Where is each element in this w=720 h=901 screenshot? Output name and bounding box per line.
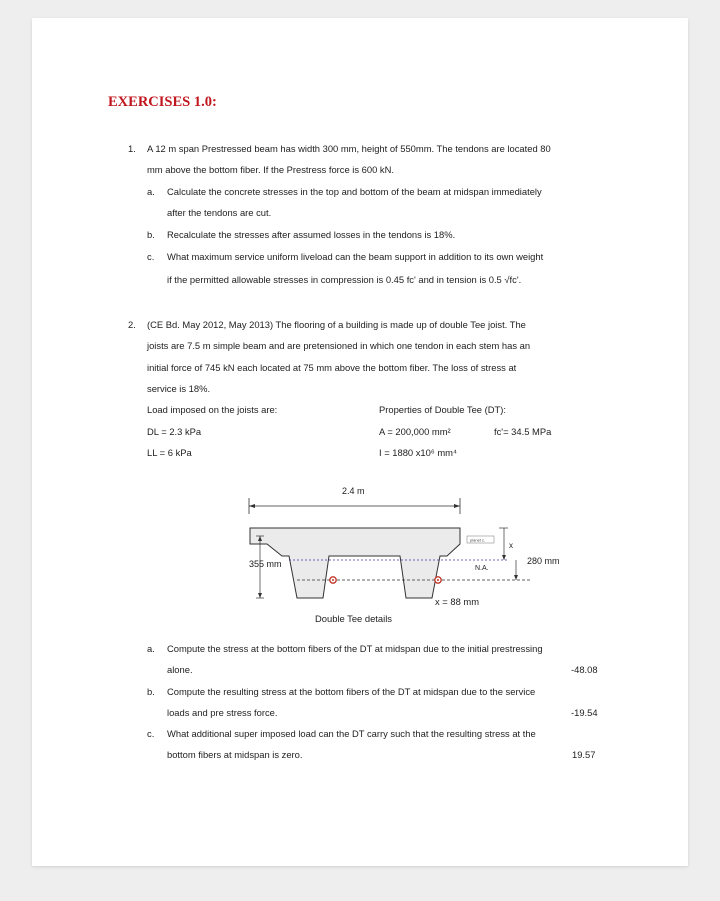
problem-1-number: 1. [128,143,136,154]
problem-1b-line-1: Recalculate the stresses after assumed losses in the tendons is 18%. [167,229,456,240]
dead-load: DL = 2.3 kPa [147,426,202,437]
loads-heading: Load imposed on the joists are: [147,404,278,415]
problem-1a-line-2: after the tendons are cut. [167,207,272,218]
problem-2b-marker: b. [147,686,155,697]
problem-2a-answer: -48.08 [571,664,598,675]
problem-1c-line-1: What maximum service uniform liveload can the beam support in addition to its own weight [167,251,544,262]
inertia-property: I = 1880 x10⁶ mm⁴ [379,447,457,458]
note-label: planet c. [470,537,486,543]
problem-1-line-2: mm above the bottom fiber. If the Prestress force is 600 kN. [147,164,394,175]
problem-2c-answer: 19.57 [572,749,596,760]
dist-label: 280 mm [527,556,560,566]
problem-2-line-2: joists are 7.5 m simple beam and are pretensioned in which one tendon in each stem has an [147,340,531,351]
x-label: x [509,541,513,550]
problem-2-line-3: initial force of 745 kN each located at 75 mm above the bottom fiber. The loss of stress at [147,362,517,373]
area-property: A = 200,000 mm² [379,426,451,437]
problem-1a-line-1: Calculate the concrete stresses in the top and bottom of the beam at midspan immediately [167,186,542,197]
problem-2a-line-2: alone. [167,664,193,675]
problem-2b-line-2: loads and pre stress force. [167,707,278,718]
problem-2-line-1: (CE Bd. May 2012, May 2013) The flooring of a building is made up of double Tee joist. The [147,319,526,330]
problem-1-line-1: A 12 m span Prestressed beam has width 300 mm, height of 550mm. The tendons are located 80 [147,143,551,154]
diagram-caption: Double Tee details [315,613,392,624]
na-label: N.A. [475,565,489,572]
problem-2c-line-2: bottom fibers at midspan is zero. [167,749,303,760]
problem-2c-line-1: What additional super imposed load can the DT carry such that the resulting stress at the [167,728,536,739]
page-title: EXERCISES 1.0: [108,94,217,110]
problem-2-line-4: service is 18%. [147,383,211,394]
problem-2c-marker: c. [147,728,155,739]
problem-2b-answer: -19.54 [571,707,598,718]
problem-2a-marker: a. [147,643,155,654]
fc-property: fc'= 34.5 MPa [494,426,552,437]
problem-2b-line-1: Compute the resulting stress at the bottom fibers of the DT at midspan due to the service [167,686,536,697]
width-label: 2.4 m [342,486,365,496]
depth-label: 355 mm [249,559,282,569]
x-value: x = 88 mm [435,596,480,607]
problem-1c-marker: c. [147,251,155,262]
problem-1c-line-2: if the permitted allowable stresses in compression is 0.45 fc' and in tension is 0.5 √fc'. [167,274,522,285]
properties-heading: Properties of Double Tee (DT): [379,404,506,415]
document-page [32,18,688,866]
problem-1b-marker: b. [147,229,155,240]
live-load: LL = 6 kPa [147,447,192,458]
problem-2-number: 2. [128,319,136,330]
problem-2a-line-1: Compute the stress at the bottom fibers of the DT at midspan due to the initial prestressing [167,643,543,654]
problem-1a-marker: a. [147,186,155,197]
